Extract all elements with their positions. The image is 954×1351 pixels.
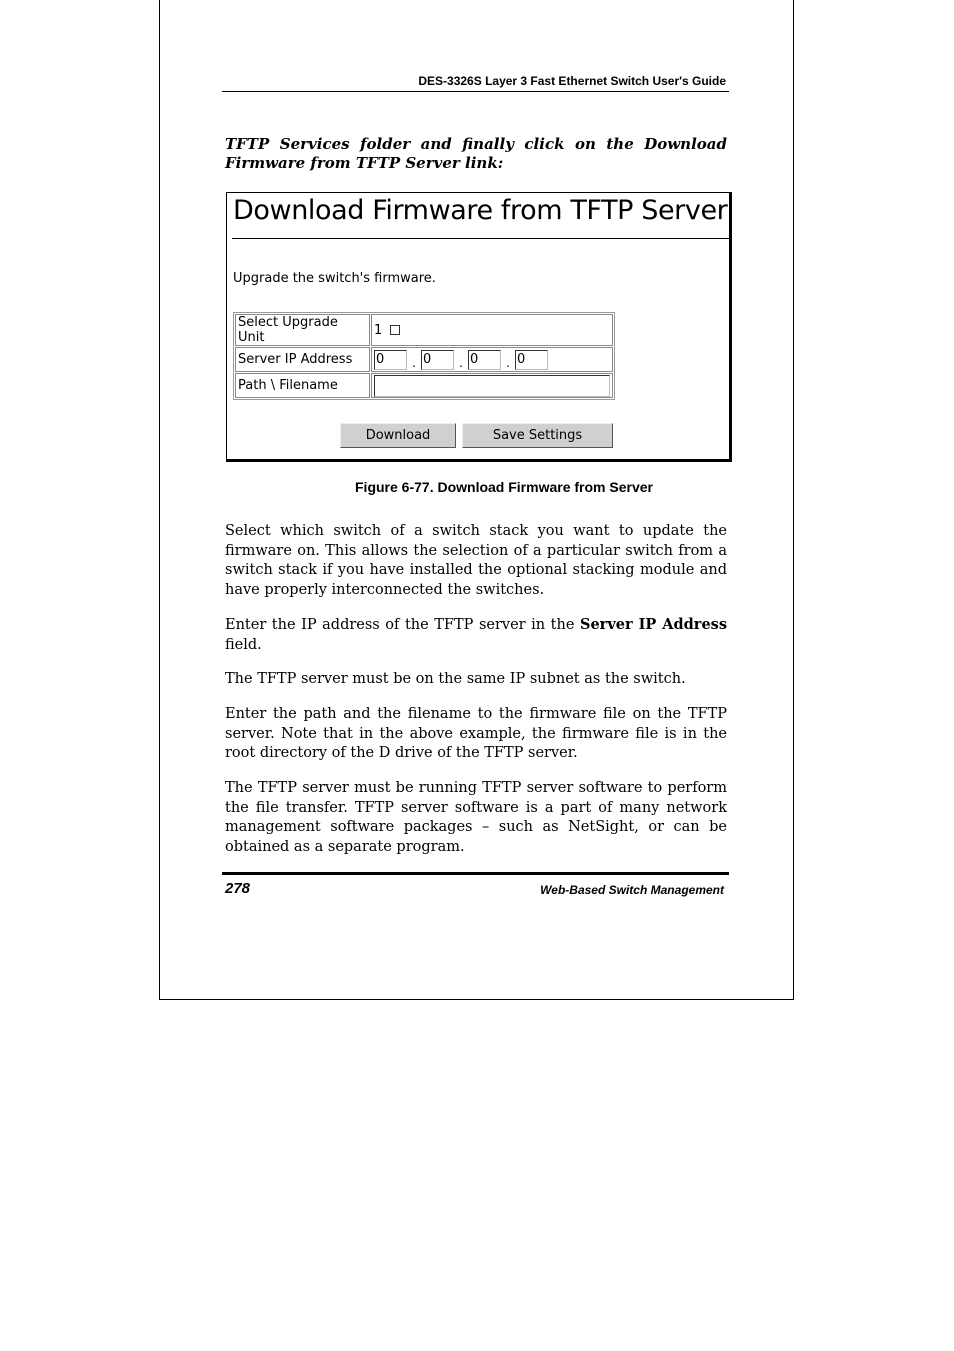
screen-title: Download Firmware from TFTP Server — [233, 195, 728, 226]
firmware-screenshot — [226, 192, 732, 462]
paragraph-tftp-software: The TFTP server must be running TFTP server software to perform the file transfer. TFTP server software is a part of many network management software packages – such as NetSight, or can be obtained as a separate program. — [225, 780, 727, 855]
ip-octet-2[interactable]: 0 — [421, 350, 454, 370]
save-settings-button[interactable]: Save Settings — [462, 423, 613, 448]
footer-rule — [222, 872, 729, 875]
ip-separator: . — [459, 355, 463, 370]
unit-cell — [371, 314, 613, 346]
paragraph-path: Enter the path and the filename to the firmware file on the TFTP server. Note that in the above example, the firmware file is in the root directory of the D drive of the TFTP server. — [225, 706, 727, 761]
table-row — [235, 373, 613, 398]
table-row — [235, 347, 613, 372]
page-number: 278 — [225, 880, 251, 897]
paragraph-text: Enter the IP address of the TFTP server in the — [225, 617, 580, 633]
running-header: DES-3326S Layer 3 Fast Ethernet Switch User's Guide — [418, 74, 726, 88]
unit-value: 1 — [374, 322, 383, 338]
table-row — [235, 314, 613, 346]
intro-text: TFTP Services folder and finally click on the Download Firmware from TFTP Server link: — [225, 135, 727, 172]
path-cell — [371, 373, 613, 398]
figure-caption: Figure 6-77. Download Firmware from Server — [355, 479, 653, 495]
ip-label: Server IP Address — [235, 347, 370, 372]
paragraph-text: field. — [225, 636, 262, 653]
path-filename-input[interactable] — [374, 375, 610, 397]
footer-title: Web-Based Switch Management — [540, 883, 724, 897]
screen-description: Upgrade the switch's firmware. — [233, 271, 436, 286]
title-rule — [232, 238, 730, 239]
field-name-bold: Server IP Address — [579, 616, 727, 633]
paragraph-server-ip — [225, 615, 727, 655]
ip-octet-1[interactable]: 0 — [374, 350, 407, 370]
unit-label: Select Upgrade Unit — [235, 314, 370, 346]
ip-octet-4[interactable]: 0 — [515, 350, 548, 370]
ip-octet-3[interactable]: 0 — [468, 350, 501, 370]
settings-table — [233, 312, 615, 400]
ip-separator: . — [412, 355, 416, 370]
paragraph-subnet: The TFTP server must be on the same IP subnet as the switch. — [225, 671, 686, 687]
ip-separator: . — [506, 355, 510, 370]
paragraph-select-unit: Select which switch of a switch stack you want to update the firmware on. This allows the selection of a particular switch from a switch stack if you have installed the optional stacking module and have properly interconnected the switches. — [225, 523, 727, 598]
ip-cell — [371, 347, 613, 372]
download-button[interactable]: Download — [340, 423, 456, 448]
unit-checkbox[interactable] — [390, 325, 400, 335]
path-label: Path \ Filename — [235, 373, 370, 398]
header-rule — [222, 91, 729, 92]
